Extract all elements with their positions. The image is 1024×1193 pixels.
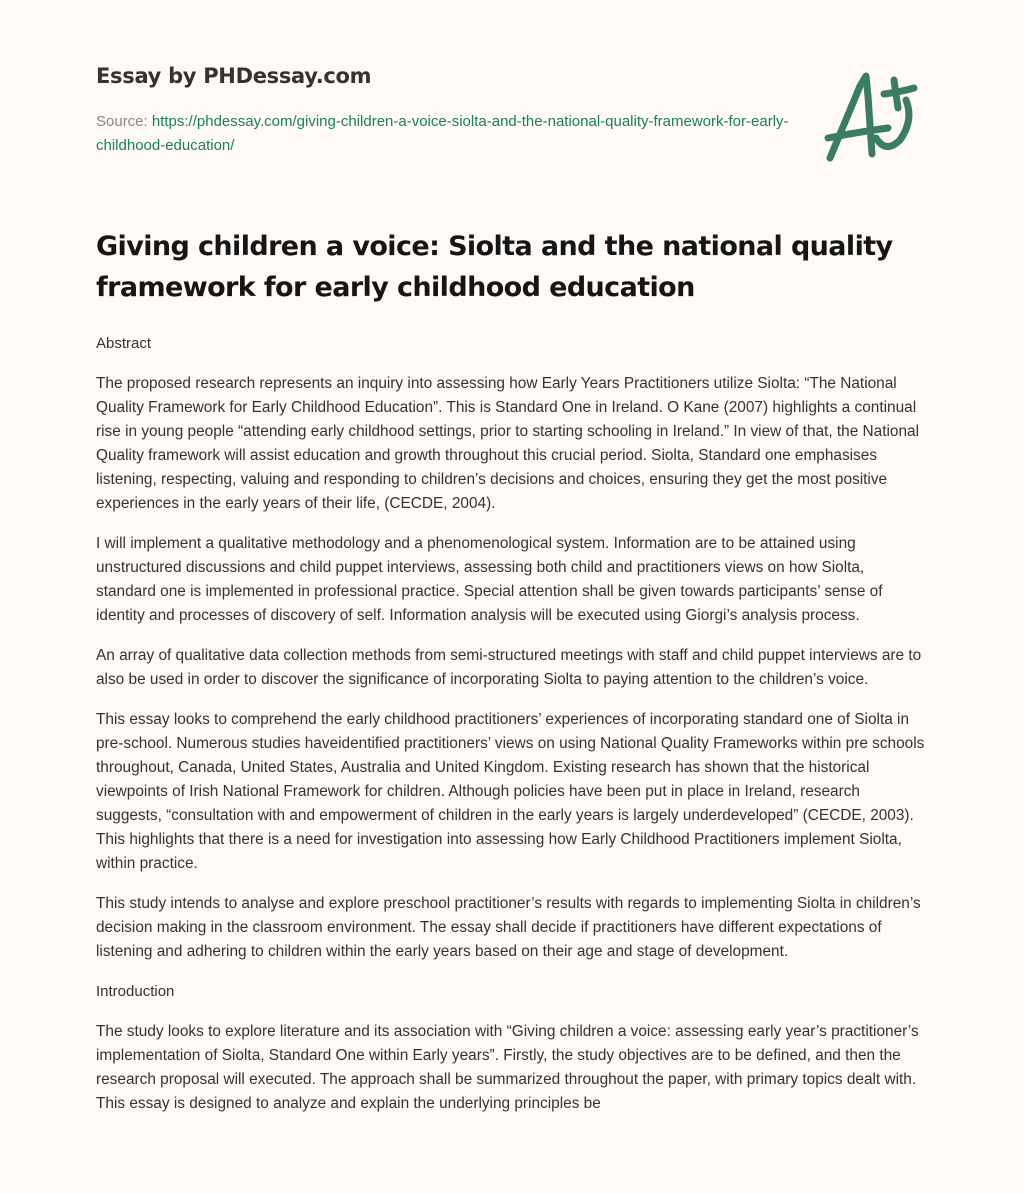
- article-title: Giving children a voice: Siolta and the national quality framework for early childhood education: [96, 231, 893, 303]
- article: [96, 226, 928, 1132]
- paragraph: This study intends to analyse and explore preschool practitioner’s results with regards to implementing Siolta in children’s decision making in the classroom environment. The essay shall decide if practitioners have different expectations of listening and adhering to children within the early years based on their age and stage of development.: [96, 895, 921, 960]
- paragraph: The proposed research represents an inquiry into assessing how Early Years Practitioners utilize Siolta: “The National Quality Framework for Early Childhood Education”. This is Standard One in Ireland. O Kane (2007) highlights a continual rise in young people “attending early childhood settings, prior to starting schooling in Ireland.” In view of that, the National Quality framework will assist education and growth throughout this crucial period. Siolta, Standard one emphasises listening, respecting, valuing and responding to children’s decisions and choices, ensuring they get the most positive experiences in the early years of their life, (CECDE, 2004).: [96, 375, 920, 512]
- paragraph: I will implement a qualitative methodology and a phenomenological system. Information are to be attained using unstructured discussions and child puppet interviews, assessing both child and practitioners views on how Siolta, standard one is implemented in professional practice. Special attention shall be given towards participants’ sense of identity and processes of discovery of self. Information analysis will be executed using Giorgi’s analysis process.: [96, 535, 883, 624]
- source-label: Source:: [96, 113, 152, 130]
- paragraph: The study looks to explore literature and its association with “Giving children a voice: assessing early year’s practitioner’s implementation of Siolta, Standard One within Early years”. Firstly, the study objectives are to be defined, and then the research proposal will executed. The approach shall be summarized throughout the paper, with primary topics dealt with. This essay is designed to analyze and explain the underlying principles be: [96, 1023, 919, 1112]
- paragraph: An array of qualitative data collection methods from semi-structured meetings with staff and child puppet interviews are to also be used in order to discover the significance of incorporating Siolta to paying attention to the children’s voice.: [96, 647, 922, 688]
- source-line: [96, 110, 796, 158]
- source-link[interactable]: https://phdessay.com/giving-children-a-voice-siolta-and-the-national-quality-framework-for-early-childhood-education/: [96, 113, 789, 154]
- section-heading-introduction: Introduction: [96, 983, 175, 1000]
- site-title: Essay by PHDessay.com: [96, 64, 372, 88]
- a-plus-grade-icon: [818, 66, 928, 166]
- section-heading-abstract: Abstract: [96, 335, 152, 352]
- paragraph: This essay looks to comprehend the early childhood practitioners’ experiences of incorporating standard one of Siolta in pre-school. Numerous studies haveidentified practitioners’ views on using National Quality Frameworks within pre schools throughout, Canada, United States, Australia and United Kingdom. Existing research has shown that the historical viewpoints of Irish National Framework for children. Although policies have been put in place in Ireland, research suggests, “consultation with and empowerment of children in the early years is largely underdeveloped” (CECDE, 2003). This highlights that there is a need for investigation into assessing how Early Childhood Practitioners implement Siolta, within practice.: [96, 711, 925, 872]
- page-header: [96, 62, 796, 158]
